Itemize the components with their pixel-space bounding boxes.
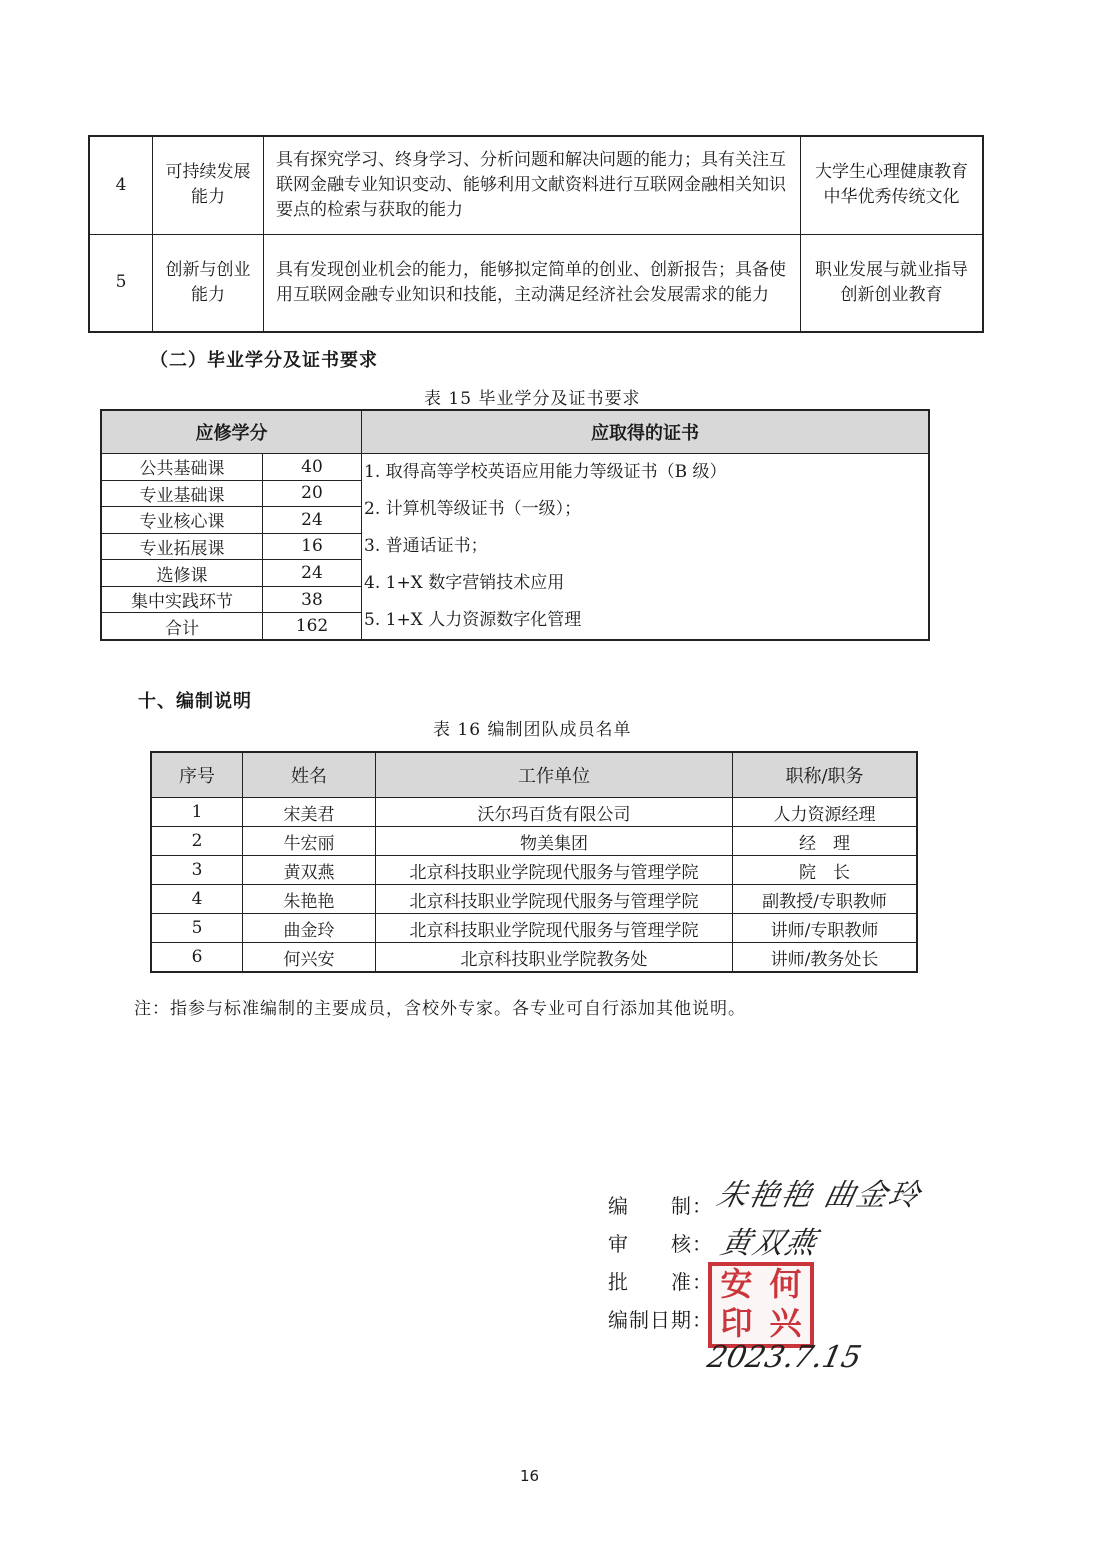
credit-category: 专业核心课	[101, 507, 263, 534]
member-name: 何兴安	[243, 943, 376, 973]
member-title: 人力资源经理	[733, 798, 918, 827]
seal-char: 兴	[769, 1304, 802, 1342]
credit-category: 合计	[101, 613, 263, 640]
header-credits: 应修学分	[101, 410, 362, 454]
certificate-item: 3. 普通话证书；	[364, 536, 488, 556]
credit-value: 162	[263, 613, 362, 640]
member-index: 1	[151, 798, 243, 827]
credit-value: 38	[263, 586, 362, 613]
section-team-title: 十、编制说明	[138, 691, 252, 712]
member-index: 2	[151, 827, 243, 856]
date-label: 编制日期：	[608, 1308, 713, 1332]
table-row	[151, 798, 917, 827]
table-row	[151, 914, 917, 943]
approval-seal	[708, 1262, 814, 1348]
member-name: 朱艳艳	[243, 885, 376, 914]
header-title: 职称/职务	[733, 752, 918, 798]
compiled-signature: 朱艳艳 曲金玲	[713, 1178, 925, 1213]
header-unit: 工作单位	[376, 752, 733, 798]
member-index: 6	[151, 943, 243, 973]
member-title: 讲师/专职教师	[733, 914, 918, 943]
table-row	[151, 943, 917, 973]
row-number: 5	[89, 234, 153, 332]
handwritten-date: 2023.7.15	[704, 1340, 865, 1375]
course-item: 职业发展与就业指导	[815, 259, 968, 280]
ability-name: 可持续发展能力	[153, 136, 264, 234]
credit-value: 40	[263, 454, 362, 481]
credit-value: 24	[263, 560, 362, 587]
credit-category: 集中实践环节	[101, 586, 263, 613]
credit-value: 24	[263, 507, 362, 534]
certificate-cell	[362, 454, 930, 641]
table-row	[151, 856, 917, 885]
table-row	[101, 454, 929, 481]
certificate-item: 1. 取得高等学校英语应用能力等级证书（B 级）	[364, 462, 727, 482]
member-index: 4	[151, 885, 243, 914]
header-index: 序号	[151, 752, 243, 798]
approved-label: 批 准：	[608, 1270, 713, 1294]
credit-value: 16	[263, 533, 362, 560]
reviewed-label: 审 核：	[608, 1232, 713, 1256]
credits-table	[100, 409, 930, 641]
certificate-item: 2. 计算机等级证书（一级）；	[364, 499, 582, 519]
header-certificates: 应取得的证书	[362, 410, 930, 454]
member-unit: 北京科技职业学院教务处	[376, 943, 733, 973]
member-title: 副教授/专职教师	[733, 885, 918, 914]
member-unit: 北京科技职业学院现代服务与管理学院	[376, 856, 733, 885]
member-index: 3	[151, 856, 243, 885]
credit-category: 专业基础课	[101, 480, 263, 507]
member-name: 牛宏丽	[243, 827, 376, 856]
table-row	[89, 234, 983, 332]
seal-char: 印	[720, 1304, 753, 1342]
member-unit: 北京科技职业学院现代服务与管理学院	[376, 885, 733, 914]
course-item: 创新创业教育	[840, 284, 943, 305]
section-credits-title: （二）毕业学分及证书要求	[150, 350, 378, 371]
table-row	[151, 885, 917, 914]
credit-category: 选修课	[101, 560, 263, 587]
team-table	[150, 751, 918, 973]
compiled-label: 编 制：	[608, 1194, 713, 1218]
member-unit: 沃尔玛百货有限公司	[376, 798, 733, 827]
table-row	[89, 136, 983, 234]
credits-table-caption: 表 15 毕业学分及证书要求	[424, 389, 641, 409]
reviewed-signature: 黄双燕	[717, 1226, 821, 1261]
member-title: 经 理	[733, 827, 918, 856]
member-title: 院 长	[733, 856, 918, 885]
ability-name: 创新与创业能力	[153, 234, 264, 332]
member-index: 5	[151, 914, 243, 943]
certificate-list	[362, 454, 928, 639]
member-name: 黄双燕	[243, 856, 376, 885]
abilities-table	[88, 135, 984, 333]
credit-category: 专业拓展课	[101, 533, 263, 560]
ability-description: 具有探究学习、终身学习、分析问题和解决问题的能力；具有关注互联网金融专业知识变动、能够利用文献资料进行互联网金融相关知识要点的检索与获取的能力	[264, 136, 801, 234]
supporting-courses	[801, 234, 984, 332]
certificate-item: 4. 1+X 数字营销技术应用	[364, 573, 565, 593]
certificate-item: 5. 1+X 人力资源数字化管理	[364, 610, 582, 630]
credit-category: 公共基础课	[101, 454, 263, 481]
team-table-caption: 表 16 编制团队成员名单	[433, 720, 632, 740]
credit-value: 20	[263, 480, 362, 507]
ability-description: 具有发现创业机会的能力，能够拟定简单的创业、创新报告；具备使用互联网金融专业知识和技能，主动满足经济社会发展需求的能力	[264, 234, 801, 332]
table-row	[151, 827, 917, 856]
supporting-courses	[801, 136, 984, 234]
page-number: 16	[520, 1467, 540, 1485]
member-unit: 物美集团	[376, 827, 733, 856]
member-name: 宋美君	[243, 798, 376, 827]
member-title: 讲师/教务处长	[733, 943, 918, 973]
footnote: 注：指参与标准编制的主要成员，含校外专家。各专业可自行添加其他说明。	[134, 999, 746, 1019]
row-number: 4	[89, 136, 153, 234]
course-item: 大学生心理健康教育	[815, 162, 968, 183]
course-item: 中华优秀传统文化	[823, 187, 960, 208]
member-unit: 北京科技职业学院现代服务与管理学院	[376, 914, 733, 943]
seal-char: 何	[769, 1265, 802, 1303]
seal-char: 安	[720, 1265, 753, 1303]
member-name: 曲金玲	[243, 914, 376, 943]
header-name: 姓名	[243, 752, 376, 798]
